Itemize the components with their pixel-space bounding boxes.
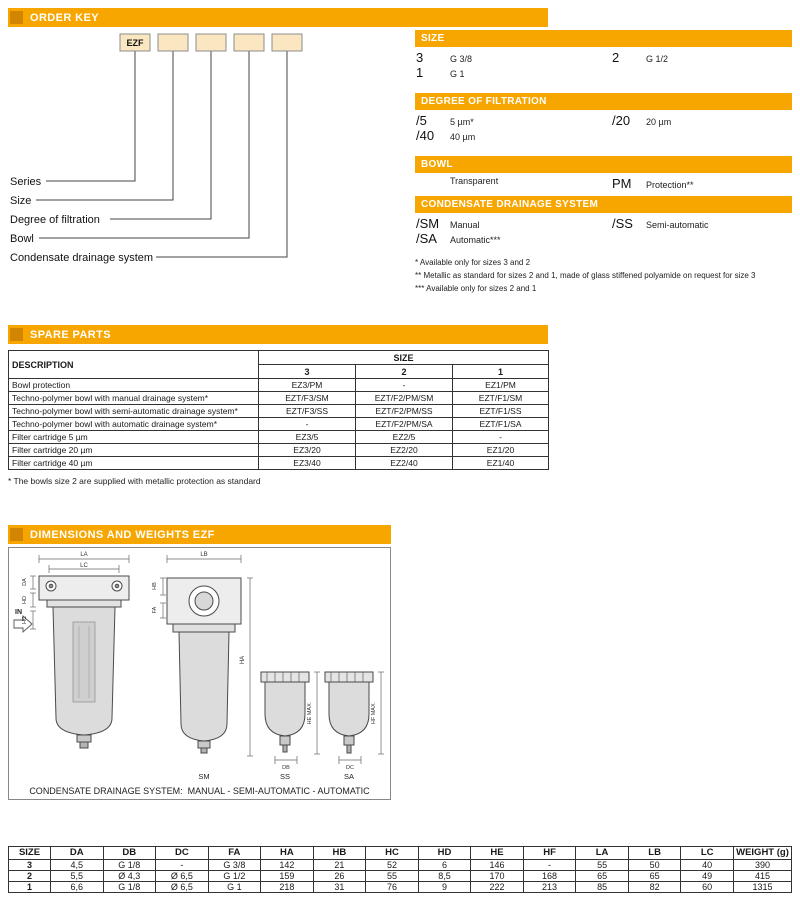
order-key-diagram (8, 28, 408, 270)
option-code: /5 (416, 113, 427, 128)
spare-parts-header (8, 325, 548, 344)
value-cell: EZT/F1/SA (453, 418, 549, 431)
option-code: /SM (416, 216, 440, 231)
panel-options (415, 110, 792, 143)
footnote: *** Available only for sizes 2 and 1 (415, 284, 537, 293)
dim-cell: 4,5 (51, 860, 104, 871)
description-cell: Filter cartridge 20 µm (9, 444, 259, 457)
value-cell: EZT/F2/PM/SM (356, 392, 453, 405)
dim-label-hd: HD (22, 596, 28, 604)
option-desc: 40 µm (450, 132, 476, 142)
dim-cell: - (523, 860, 576, 871)
option-entry (416, 128, 612, 143)
filter-side-view (167, 578, 241, 753)
dim-col-header: HD (418, 847, 471, 860)
dim-cell: 9 (418, 882, 471, 893)
dim-cell: 170 (471, 871, 524, 882)
option-entry (416, 216, 612, 231)
dim-cell: 31 (313, 882, 366, 893)
value-cell: EZ2/5 (356, 431, 453, 444)
dim-cell: 8,5 (418, 871, 471, 882)
field-label-drainage: Condensate drainage system (10, 252, 154, 264)
value-cell: EZ1/PM (453, 379, 549, 392)
option-entry (416, 231, 612, 246)
option-desc: Automatic*** (450, 235, 501, 245)
dim-col-header: HB (313, 847, 366, 860)
panel-title: CONDENSATE DRAINAGE SYSTEM (421, 199, 599, 210)
col-header-size: SIZE (259, 351, 549, 365)
dim-label-lb: LB (200, 552, 208, 558)
option-code: PM (612, 176, 632, 191)
table-row (9, 882, 792, 893)
dim-cell: 60 (681, 882, 734, 893)
option-entry (416, 50, 612, 65)
dim-label-la: LA (80, 552, 88, 558)
dim-cell: 55 (576, 860, 629, 871)
filtration-code-box (196, 34, 226, 51)
dim-label-hc: HC (22, 616, 28, 624)
dim-cell: - (156, 860, 209, 871)
table-row (9, 405, 549, 418)
table-header-row (9, 847, 792, 860)
value-cell: EZT/F1/SM (453, 392, 549, 405)
value-cell: EZ2/20 (356, 444, 453, 457)
dim-col-header: WEIGHT (g) (734, 847, 792, 860)
field-label-series: Series (10, 176, 42, 188)
option-code: 2 (612, 50, 620, 65)
value-cell: EZ3/5 (259, 431, 356, 444)
dim-cell: Ø 6,5 (156, 871, 209, 882)
dim-cell: 85 (576, 882, 629, 893)
dim-cell: 21 (313, 860, 366, 871)
value-cell: EZ3/PM (259, 379, 356, 392)
table-row (9, 444, 549, 457)
bowl-sa-view (325, 672, 373, 753)
dim-cell: 2 (9, 871, 51, 882)
dim-cell: 390 (734, 860, 792, 871)
option-desc: Semi-automatic (646, 220, 709, 230)
table-row (9, 871, 792, 882)
option-code: /40 (416, 128, 435, 143)
order-key-title: ORDER KEY (30, 11, 99, 24)
value-cell: EZ3/40 (259, 457, 356, 470)
option-desc: G 1/2 (646, 54, 669, 64)
order-key-panels (415, 30, 792, 295)
dim-cell: Ø 4,3 (103, 871, 156, 882)
spare-parts-table (8, 350, 549, 470)
description-cell: Filter cartridge 5 µm (9, 431, 259, 444)
panel-filtration (415, 93, 792, 143)
dim-label-da: DA (22, 578, 28, 586)
value-cell: - (259, 418, 356, 431)
footnote: ** Metallic as standard for sizes 2 and 1, made of glass stiffened polyamide on request for size 3 (415, 271, 756, 280)
dim-cell: 415 (734, 871, 792, 882)
dim-cell: G 3/8 (208, 860, 261, 871)
description-cell: Bowl protection (9, 379, 259, 392)
description-cell: Techno-polymer bowl with automatic drainage system* (9, 418, 259, 431)
value-cell: EZ1/20 (453, 444, 549, 457)
option-entry (612, 216, 792, 231)
dim-cell: G 1/8 (103, 882, 156, 893)
dim-label-db: DB (282, 765, 290, 771)
value-cell: EZT/F2/PM/SA (356, 418, 453, 431)
panel-condensate-header (415, 196, 792, 213)
table-row (9, 860, 792, 871)
dim-cell: 218 (261, 882, 314, 893)
table-header-row (9, 351, 549, 365)
dim-cell: 76 (366, 882, 419, 893)
option-entry (612, 176, 792, 191)
field-label-filtration: Degree of filtration (10, 214, 100, 226)
dim-cell: 222 (471, 882, 524, 893)
option-code: /SS (612, 216, 633, 231)
dim-cell: 3 (9, 860, 51, 871)
dim-cell: 65 (576, 871, 629, 882)
bar-marker-icon (10, 528, 23, 541)
dim-col-header: DB (103, 847, 156, 860)
dim-col-header: LC (681, 847, 734, 860)
dimensions-table (8, 846, 792, 893)
dim-cell: G 1/8 (103, 860, 156, 871)
drainage-code-box (272, 34, 302, 51)
panel-condensate-drainage (415, 196, 792, 246)
col-header-description: DESCRIPTION (9, 351, 259, 379)
option-code: /SA (416, 231, 437, 246)
dim-cell: 168 (523, 871, 576, 882)
option-desc: Transparent (450, 176, 499, 186)
panel-title: BOWL (421, 159, 453, 170)
variant-label-sm: SM (198, 772, 210, 781)
value-cell: EZ3/20 (259, 444, 356, 457)
dim-col-header: LA (576, 847, 629, 860)
value-cell: - (356, 379, 453, 392)
option-desc: G 1 (450, 69, 465, 79)
option-entry (612, 113, 792, 128)
option-desc: 5 µm* (450, 117, 474, 127)
order-key-footnotes (415, 256, 792, 295)
spare-parts-title: SPARE PARTS (30, 328, 112, 341)
series-code-text: EZF (126, 38, 144, 48)
drawing-caption: CONDENSATE DRAINAGE SYSTEM: MANUAL - SEMI-AUTOMATIC - AUTOMATIC (29, 786, 370, 796)
dim-label-fa: FA (152, 606, 158, 614)
dim-cell: 65 (628, 871, 681, 882)
variant-label-sa: SA (343, 772, 355, 781)
dim-cell: 49 (681, 871, 734, 882)
option-desc: Protection** (646, 180, 694, 190)
bowl-code-box (234, 34, 264, 51)
filter-front-view (39, 576, 129, 748)
panel-options (415, 173, 792, 191)
panel-title: DEGREE OF FILTRATION (421, 96, 547, 107)
field-label-size: Size (10, 195, 32, 207)
bar-marker-icon (10, 328, 23, 341)
size-col-header: 3 (259, 365, 356, 379)
field-label-bowl: Bowl (10, 233, 34, 245)
dim-col-header: HC (366, 847, 419, 860)
option-code: 1 (416, 65, 424, 80)
dim-cell: 6 (418, 860, 471, 871)
dimensions-title: DIMENSIONS AND WEIGHTS EZF (30, 528, 215, 541)
panel-size-header (415, 30, 792, 47)
dim-col-header: DA (51, 847, 104, 860)
value-cell: EZT/F1/SS (453, 405, 549, 418)
description-cell: Techno-polymer bowl with manual drainage system* (9, 392, 259, 405)
order-key-code-boxes (120, 34, 302, 51)
dim-cell: 50 (628, 860, 681, 871)
table-row (9, 457, 549, 470)
table-row (9, 418, 549, 431)
value-cell: EZ1/40 (453, 457, 549, 470)
dim-col-header: DC (156, 847, 209, 860)
dim-label-hb: HB (152, 582, 158, 590)
dim-cell: 26 (313, 871, 366, 882)
option-entry (416, 65, 612, 80)
option-desc: Manual (450, 220, 480, 230)
panel-size (415, 30, 792, 80)
value-cell: EZT/F2/PM/SS (356, 405, 453, 418)
dim-cell: 40 (681, 860, 734, 871)
dim-col-header: HF (523, 847, 576, 860)
option-code: /20 (612, 113, 631, 128)
table-row (9, 392, 549, 405)
dim-cell: 146 (471, 860, 524, 871)
dim-cell: 1315 (734, 882, 792, 893)
spare-parts-footnote: * The bowls size 2 are supplied with metallic protection as standard (8, 476, 261, 486)
dimensions-header (8, 525, 391, 544)
variant-label-ss: SS (279, 772, 291, 781)
dim-cell: 213 (523, 882, 576, 893)
dim-cell: 142 (261, 860, 314, 871)
size-code-box (158, 34, 188, 51)
dim-label-dc: DC (346, 765, 354, 771)
value-cell: EZ2/40 (356, 457, 453, 470)
value-cell: - (453, 431, 549, 444)
dim-cell: 6,6 (51, 882, 104, 893)
dim-cell: 1 (9, 882, 51, 893)
panel-bowl (415, 156, 792, 191)
description-cell: Techno-polymer bowl with semi-automatic drainage system* (9, 405, 259, 418)
in-label: IN (15, 609, 22, 616)
panel-options (415, 213, 792, 246)
dim-col-header: HA (261, 847, 314, 860)
dim-cell: G 1/2 (208, 871, 261, 882)
panel-bowl-header (415, 156, 792, 173)
technical-drawing (9, 548, 390, 784)
option-code: 3 (416, 50, 424, 65)
value-cell: EZT/F3/SM (259, 392, 356, 405)
dim-cell: Ø 6,5 (156, 882, 209, 893)
option-desc: 20 µm (646, 117, 672, 127)
option-entry (612, 50, 792, 65)
dim-col-header: SIZE (9, 847, 51, 860)
dim-cell: 55 (366, 871, 419, 882)
dim-col-header: HE (471, 847, 524, 860)
panel-title: SIZE (421, 33, 445, 44)
bar-marker-icon (10, 11, 23, 24)
option-entry (416, 113, 612, 128)
size-col-header: 2 (356, 365, 453, 379)
table-row (9, 379, 549, 392)
panel-filtration-header (415, 93, 792, 110)
order-key-header (8, 8, 548, 27)
dim-cell: 82 (628, 882, 681, 893)
option-entry (416, 176, 612, 191)
dim-cell: 159 (261, 871, 314, 882)
dim-label-ha: HA (240, 655, 246, 665)
description-cell: Filter cartridge 40 µm (9, 457, 259, 470)
dim-cell: 5,5 (51, 871, 104, 882)
footnote: * Available only for sizes 3 and 2 (415, 258, 531, 267)
dim-cell: G 1 (208, 882, 261, 893)
option-desc: G 3/8 (450, 54, 473, 64)
dim-col-header: LB (628, 847, 681, 860)
bowl-ss-view (261, 672, 309, 752)
dim-label-he-max: HE MAX. (307, 701, 313, 725)
table-row (9, 431, 549, 444)
value-cell: EZT/F3/SS (259, 405, 356, 418)
dim-label-hf-max: HF MAX. (371, 701, 377, 725)
dim-cell: 52 (366, 860, 419, 871)
dim-col-header: FA (208, 847, 261, 860)
size-col-header: 1 (453, 365, 549, 379)
dim-label-lc: LC (80, 563, 88, 569)
order-key-connector-lines (36, 51, 287, 257)
technical-drawing-frame (8, 547, 391, 800)
panel-options (415, 47, 792, 80)
